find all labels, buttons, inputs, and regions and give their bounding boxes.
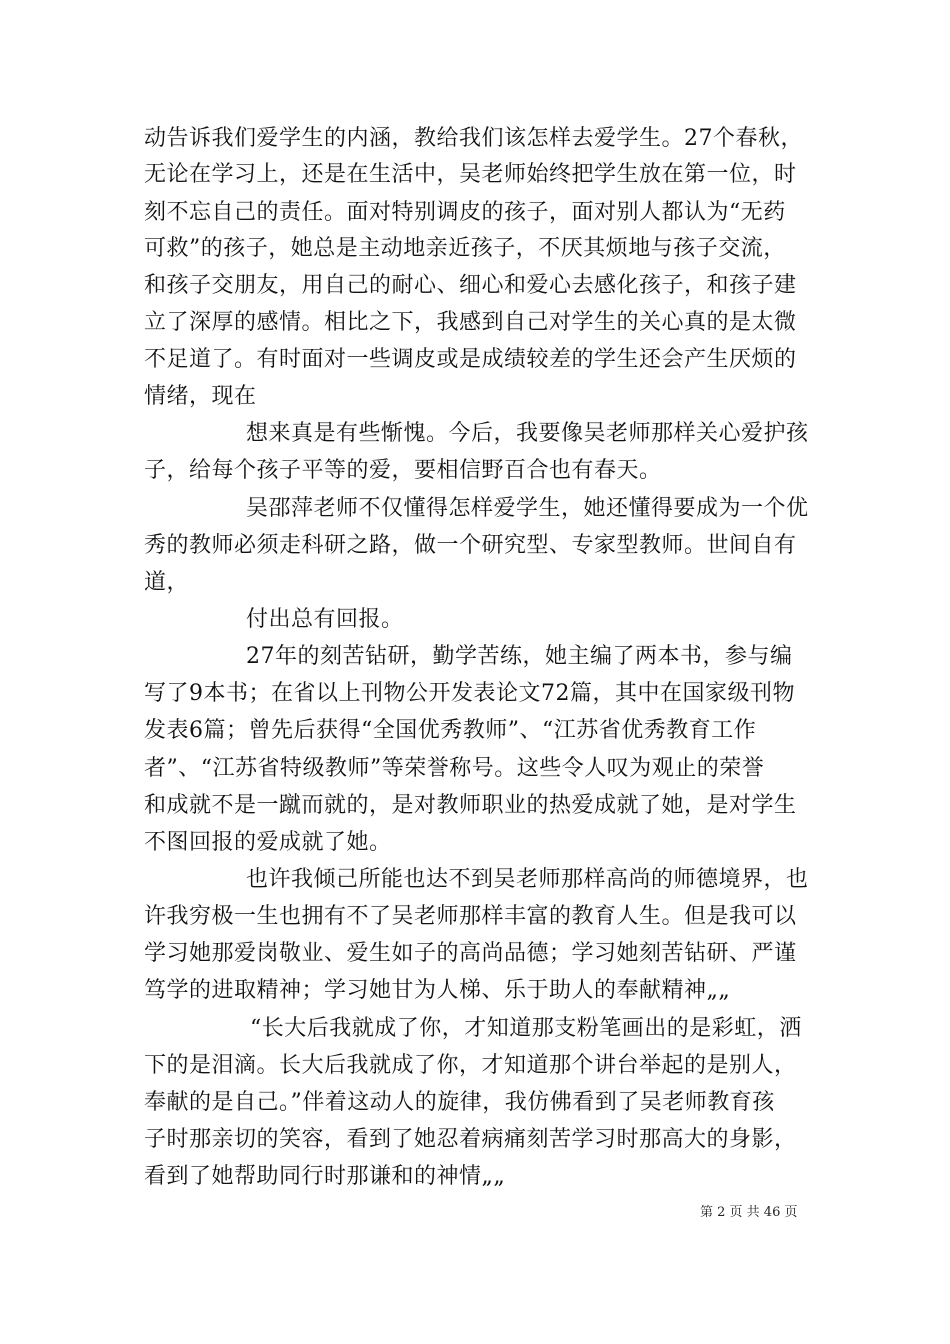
text-line: 27年的刻苦钻研，勤学苦练，她主编了两本书，参与编 <box>246 644 793 669</box>
text-line: 吴邵萍老师不仅懂得怎样爱学生，她还懂得要成为一个优 <box>246 496 809 521</box>
text-line: 子，给每个孩子平等的爱，要相信野百合也有春天。 <box>144 458 662 483</box>
text-line: 子时那亲切的笑容，看到了她忍着病痛刻苦学习时那高大的身影， <box>144 1127 797 1152</box>
text-line: 许我穷极一生也拥有不了吴老师那样丰富的教育人生。但是我可以 <box>144 904 797 929</box>
text-line: 不图回报的爱成就了她。 <box>144 830 392 855</box>
text-line: 动告诉我们爱学生的内涵，教给我们该怎样去爱学生。27个春秋， <box>144 126 803 151</box>
text-line: 者”、“江苏省特级教师”等荣誉称号。这些令人叹为观止的荣誉 <box>144 756 765 781</box>
text-line: 笃学的进取精神；学习她甘为人梯、乐于助人的奉献精神„„ <box>144 978 731 1003</box>
text-line: 和孩子交朋友，用自己的耐心、细心和爱心去感化孩子，和孩子建 <box>144 273 797 298</box>
text-line: 发表6篇；曾先后获得“全国优秀教师”、“江苏省优秀教育工作 <box>144 718 757 743</box>
text-line: 下的是泪滴。长大后我就成了你，才知道那个讲台举起的是别人， <box>144 1053 797 1078</box>
text-line: “长大后我就成了你，才知道那支粉笔画出的是彩虹，洒 <box>250 1016 802 1041</box>
text-line: 看到了她帮助同行时那谦和的神情„„ <box>144 1164 506 1189</box>
text-line: 和成就不是一蹴而就的，是对教师职业的热爱成就了她，是对学生 <box>144 793 797 818</box>
text-line: 秀的教师必须走科研之路，做一个研究型、专家型教师。世间自有 <box>144 533 797 558</box>
text-line: 也许我倾己所能也达不到吴老师那样高尚的师德境界，也 <box>246 867 809 892</box>
text-line: 道， <box>144 570 190 595</box>
text-line: 想来真是有些惭愧。今后，我要像吴老师那样关心爱护孩 <box>246 421 809 446</box>
text-line: 立了深厚的感情。相比之下，我感到自己对学生的关心真的是太微 <box>144 310 797 335</box>
text-line: 付出总有回报。 <box>246 607 404 632</box>
text-line: 奉献的是自己。”伴着这动人的旋律，我仿佛看到了吴老师教育孩 <box>144 1090 775 1115</box>
page-number: 第 2 页 共 46 页 <box>700 1205 798 1220</box>
text-line: 不足道了。有时面对一些调皮或是成绩较差的学生还会产生厌烦的 <box>144 347 797 372</box>
text-line: 写了9本书；在省以上刊物公开发表论文72篇，其中在国家级刊物 <box>144 681 795 706</box>
text-line: 学习她那爱岗敬业、爱生如子的高尚品德；学习她刻苦钻研、严谨 <box>144 941 797 966</box>
text-line: 可救”的孩子，她总是主动地亲近孩子，不厌其烦地与孩子交流， <box>144 236 786 261</box>
text-line: 无论在学习上，还是在生活中，吴老师始终把学生放在第一位，时 <box>144 162 797 187</box>
text-line: 刻不忘自己的责任。面对特别调皮的孩子，面对别人都认为“无药 <box>144 200 786 225</box>
text-line: 情绪，现在 <box>144 384 257 409</box>
